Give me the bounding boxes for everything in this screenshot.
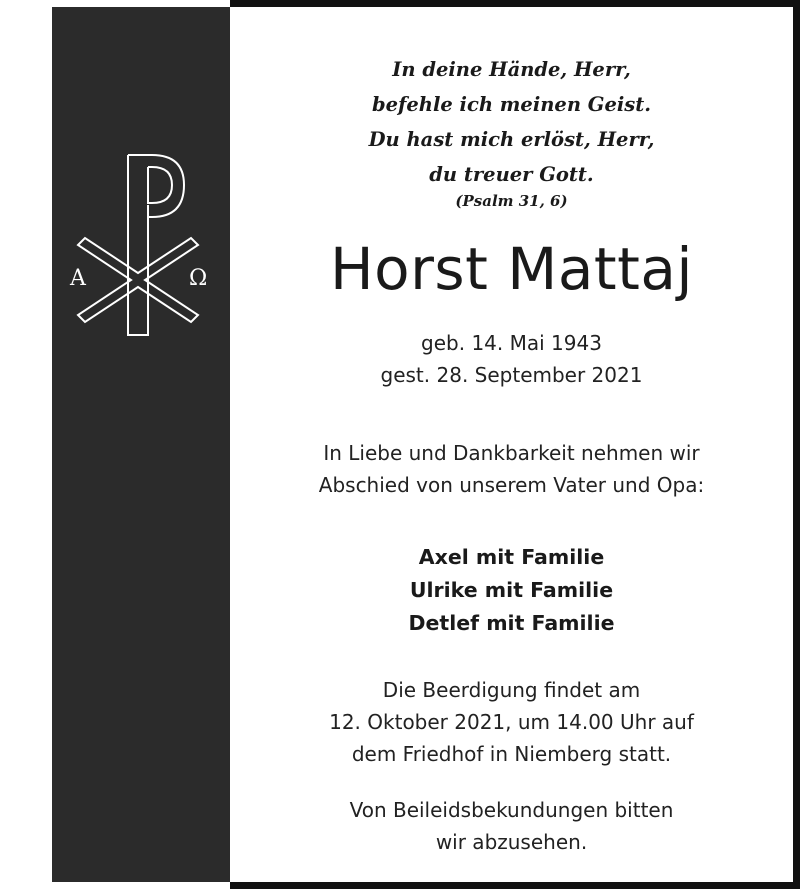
mourner-entry: Axel mit Familie — [418, 545, 605, 569]
verse-line: befehle ich meinen Geist. — [371, 93, 652, 116]
mourner-entry: Detlef mit Familie — [408, 611, 615, 635]
verse-line: du treuer Gott. — [429, 163, 594, 186]
funeral-info — [230, 674, 793, 770]
mourner-entry: Ulrike mit Familie — [409, 578, 614, 602]
notice-content — [230, 7, 793, 882]
deceased-name: Horst Mattaj — [329, 235, 694, 303]
left-margin — [7, 7, 52, 882]
verse-line: Du hast mich erlöst, Herr, — [368, 128, 655, 151]
dark-band — [52, 7, 230, 882]
omega-letter: Ω — [189, 266, 208, 291]
verse-reference: (Psalm 31, 6) — [455, 192, 568, 210]
funeral-line: 12. Oktober 2021, um 14.00 Uhr auf — [329, 710, 694, 734]
life-dates — [230, 327, 793, 391]
message-line: Abschied von unserem Vater und Opa: — [318, 473, 705, 497]
birth-date: geb. 14. Mai 1943 — [421, 331, 602, 355]
condolence-line: wir abzusehen. — [435, 830, 588, 854]
message-line: In Liebe und Dankbarkeit nehmen wir — [323, 441, 700, 465]
alpha-letter: A — [70, 266, 86, 291]
mourners-list — [230, 541, 793, 640]
verse-line: In deine Hände, Herr, — [392, 58, 631, 81]
left-decor-area — [0, 0, 230, 889]
death-date: gest. 28. September 2021 — [380, 363, 643, 387]
condolence-note — [230, 794, 793, 858]
farewell-message — [230, 437, 793, 501]
condolence-line: Von Beileidsbekundungen bitten — [349, 798, 674, 822]
psalm-verse — [230, 52, 793, 214]
funeral-line: Die Beerdigung findet am — [382, 678, 641, 702]
chi-rho-icon — [52, 145, 230, 345]
funeral-line: dem Friedhof in Niemberg statt. — [351, 742, 672, 766]
